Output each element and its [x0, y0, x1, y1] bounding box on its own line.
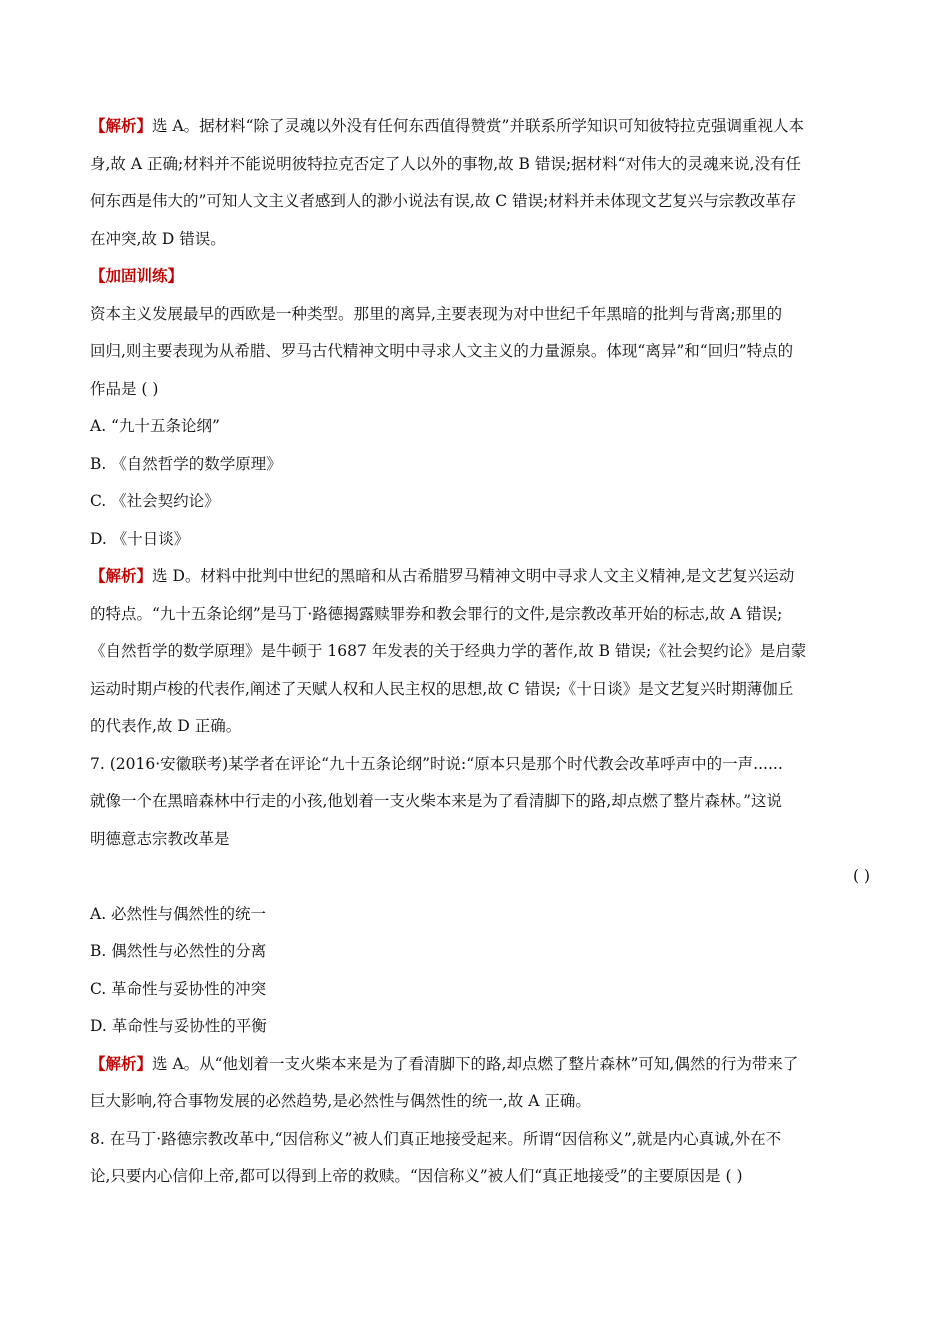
- analysis-tag: 【解析】: [90, 1053, 153, 1073]
- analysis-paragraph-2: [90, 566, 870, 604]
- text-line: 《自然哲学的数学原理》是牛顿于 1687 年发表的关于经典力学的著作,故 B 错误;《社会契约论》是启蒙: [90, 642, 807, 660]
- analysis-tag: 【解析】: [90, 116, 153, 135]
- analysis-text: 选 A。从“他划着一支火柴本来是为了看清脚下的路,却点燃了整片森林”可知,偶然的行为带来了: [152, 1054, 799, 1073]
- option-a: A. “九十五条论纲”: [90, 417, 220, 435]
- question-text: 明德意志宗教改革是: [90, 829, 230, 848]
- document-page: [90, 116, 870, 1204]
- question-8: 8. 在马丁·路德宗教改革中,“因信称义”被人们真正地接受起来。所谓“因信称义”,就是内心真诚,外在不: [90, 1129, 782, 1148]
- question-text: 回归,则主要表现为从希腊、罗马古代精神文明中寻求人文主义的力量源泉。体现“离异”和“回归”特点的: [90, 342, 794, 360]
- option-c: C. 革命性与妥协性的冲突: [90, 979, 267, 998]
- option-d: D. 革命性与妥协性的平衡: [90, 1017, 267, 1035]
- text-line: 巨大影响,符合事物发展的必然趋势,是必然性与偶然性的统一,故 A 正确。: [90, 1092, 591, 1110]
- analysis-tag: 【解析】: [90, 566, 153, 585]
- option-b: B. 《自然哲学的数学原理》: [90, 454, 282, 473]
- option-b: B. 偶然性与必然性的分离: [90, 942, 267, 960]
- text-line: 身,故 A 正确;材料并不能说明彼特拉克否定了人以外的事物,故 B 错误;据材料“对伟大的灵魂来说,没有任: [90, 154, 801, 173]
- question-7: 7. (2016·安徽联考)某学者在评论“九十五条论纲”时说:“原本只是那个时代教会改革呼声中的一声......: [90, 754, 783, 773]
- text-line: 运动时期卢梭的代表作,阐述了天赋人权和人民主权的思想,故 C 错误;《十日谈》是文艺复兴时期薄伽丘: [90, 679, 794, 698]
- analysis-text: 选 A。据材料“除了灵魂以外没有任何东西值得赞赏”并联系所学知识可知彼特拉克强调重视人本: [152, 117, 804, 135]
- text-line: 的特点。“九十五条论纲”是马丁·路德揭露赎罪券和教会罪行的文件,是宗教改革开始的标志,故 A 错误;: [90, 604, 783, 623]
- analysis-paragraph-3: [90, 1054, 870, 1092]
- text-line: 的代表作,故 D 正确。: [90, 717, 242, 735]
- question-text: 论,只要内心信仰上帝,都可以得到上帝的救赎。“因信称义”被人们“真正地接受”的主要原因是 ( ): [90, 1167, 743, 1185]
- text-line: 何东西是伟大的”可知人文主义者感到人的渺小说法有误,故 C 错误;材料并未体现文艺复兴与宗教改革存: [90, 192, 797, 210]
- analysis-paragraph-1: [90, 116, 870, 154]
- answer-bracket: ( ): [852, 867, 870, 885]
- question-text: 作品是 ( ): [90, 379, 159, 398]
- option-d: D. 《十日谈》: [90, 529, 190, 548]
- text-line: 在冲突,故 D 错误。: [90, 229, 226, 248]
- question-text: 就像一个在黑暗森林中行走的小孩,他划着一支火柴本来是为了看清脚下的路,却点燃了整片森林。”这说: [90, 792, 783, 810]
- reinforce-tag: 【加固训练】: [90, 266, 184, 285]
- reinforce-heading: [90, 266, 870, 304]
- analysis-text: 选 D。材料中批判中世纪的黑暗和从古希腊罗马精神文明中寻求人文主义精神,是文艺复兴运动: [152, 567, 795, 585]
- option-c: C. 《社会契约论》: [90, 492, 220, 510]
- question-text: 资本主义发展最早的西欧是一种类型。那里的离异,主要表现为对中世纪千年黑暗的批判与背离;那里的: [90, 304, 783, 323]
- option-a: A. 必然性与偶然性的统一: [90, 904, 267, 923]
